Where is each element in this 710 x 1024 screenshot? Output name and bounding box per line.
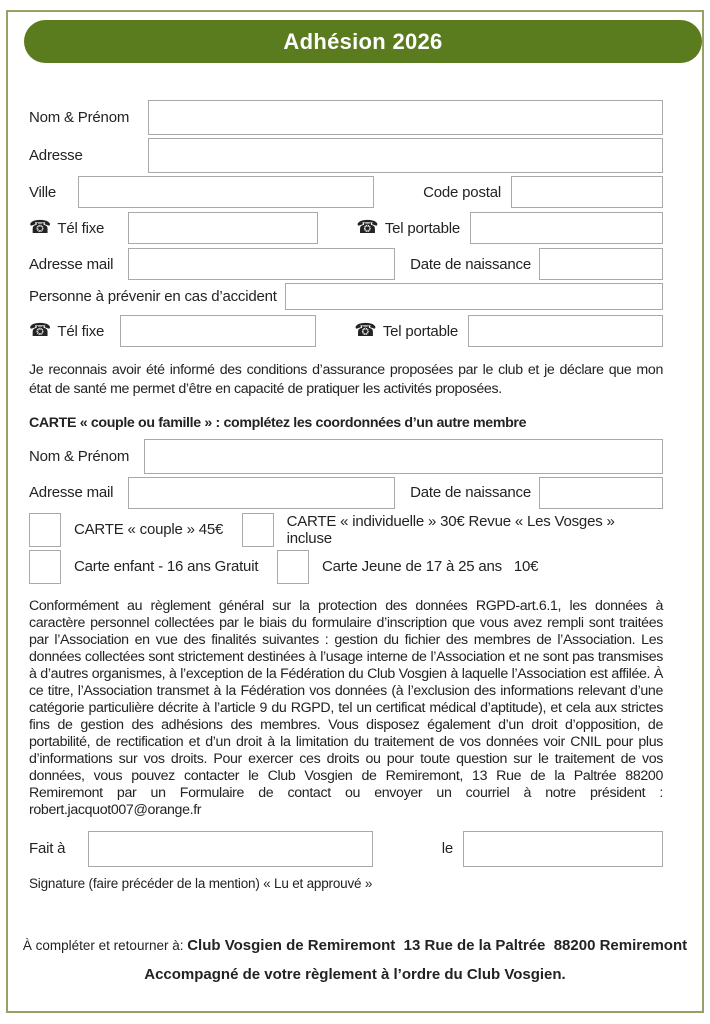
emergency-landline-label: Tél fixe	[57, 322, 105, 340]
member2-birthdate-input[interactable]	[539, 477, 663, 509]
member2-name-label: Nom & Prénom	[29, 447, 130, 465]
mobile-label: Tel portable	[384, 219, 460, 237]
checkbox-carte-couple[interactable]	[29, 513, 61, 547]
emergency-mobile-label: Tel portable	[382, 322, 458, 340]
member2-birthdate-label: Date de naissance	[410, 484, 531, 501]
couple-card-heading: CARTE « couple ou famille » : complétez les coordonnées d’un autre membre	[29, 415, 527, 431]
page-title: Adhésion 2026	[283, 28, 443, 54]
landline-input[interactable]	[128, 212, 318, 244]
insurance-statement: Je reconnais avoir été informé des conditions d’assurance proposées par le club et je déclare que mon état de santé me permet d’être en capacité de pratiquer les activités proposées.	[29, 362, 663, 397]
email-label: Adresse mail	[29, 255, 114, 273]
city-label: Ville	[29, 183, 57, 201]
postal-code-label: Code postal	[423, 183, 501, 201]
birthdate-label: Date de naissance	[410, 255, 531, 273]
form-title-banner	[24, 20, 702, 63]
payment-instruction: Accompagné de votre règlement à l’ordre du Club Vosgien.	[144, 966, 566, 983]
done-at-input[interactable]	[88, 831, 373, 867]
postal-code-input[interactable]	[511, 176, 663, 208]
phone-icon: ☎	[29, 217, 52, 238]
birthdate-input[interactable]	[539, 248, 663, 280]
carte-individuelle-label: CARTE « individuelle » 30€ Revue « Les Vosges » incluse	[286, 512, 619, 547]
phone-icon: ☎	[354, 320, 377, 341]
return-instructions	[8, 937, 702, 983]
member2-email-input[interactable]	[128, 477, 395, 509]
return-prefix: À compléter et retourner à:	[22, 938, 188, 953]
name-label: Nom & Prénom	[29, 109, 130, 126]
landline-label: Tél fixe	[57, 219, 105, 237]
carte-couple-label: CARTE « couple » 45€	[74, 521, 224, 538]
checkbox-carte-individuelle[interactable]	[242, 513, 274, 547]
mobile-input[interactable]	[470, 212, 663, 244]
date-label: le	[441, 840, 453, 857]
rgpd-notice: Conformément au règlement général sur la protection des données RGPD-art.6.1, les données à caractère personnel collectées par le biais du formulaire d’inscription que vous avez rempli sont traitées par l’Association en vue des finalités suivantes : gestion du fichier des membres de l’Association. Les données collectées sont strictement destinées à l’usage interne de l’Association et ne sont pas transmises à d’autres organismes, à l’exception de la Fédération du Club Vosgien à laquelle l’Association est affilée. À ce titre, l’Association transmet à la Fédération vos données (à l’exclusion des informations relevant d’une catégorie particulière décrite à l’article 9 du RGPD, tel un certificat médical d’aptitude), et cela aux strictes fins de gestion des adhésions des membres. Vous disposez également d’un droit d’opposition, de portabilité, de rectification et d’un droit à la limitation du traitement de vos données voir CNIL pour plus d’informations sur vos droits. Pour exercer ces droits ou pour toute question sur le traitement de vos données, vous pouvez contacter le Club Vosgien de Remiremont, 13 Rue de la Paltrée 88200 Remiremont par un Formulaire de contact ou envoyer un courriel à notre président : robert.jacquot007@orange.fr	[29, 597, 663, 818]
phone-icon: ☎	[356, 217, 379, 238]
address-label: Adresse	[29, 147, 83, 164]
carte-enfant-label: Carte enfant - 16 ans Gratuit	[74, 558, 259, 575]
phone-icon: ☎	[29, 320, 52, 341]
emergency-landline-input[interactable]	[120, 315, 316, 347]
address-input[interactable]	[148, 138, 663, 173]
emergency-mobile-input[interactable]	[468, 315, 663, 347]
done-at-label: Fait à	[29, 840, 66, 857]
emergency-contact-label: Personne à prévenir en cas d’accident	[29, 288, 277, 305]
checkbox-carte-jeune[interactable]	[277, 550, 309, 584]
return-address: Club Vosgien de Remiremont 13 Rue de la Paltrée 88200 Remiremont	[187, 937, 688, 954]
city-input[interactable]	[78, 176, 374, 208]
checkbox-carte-enfant[interactable]	[29, 550, 61, 584]
member2-email-label: Adresse mail	[29, 484, 114, 501]
emergency-contact-input[interactable]	[285, 283, 663, 310]
name-input[interactable]	[148, 100, 663, 135]
carte-jeune-label: Carte Jeune de 17 à 25 ans 10€	[322, 558, 539, 575]
date-input[interactable]	[463, 831, 663, 867]
member2-name-input[interactable]	[144, 439, 663, 474]
email-input[interactable]	[128, 248, 395, 280]
signature-instruction: Signature (faire précéder de la mention) « Lu et approuvé »	[29, 875, 373, 891]
membership-form-page	[6, 10, 704, 1013]
